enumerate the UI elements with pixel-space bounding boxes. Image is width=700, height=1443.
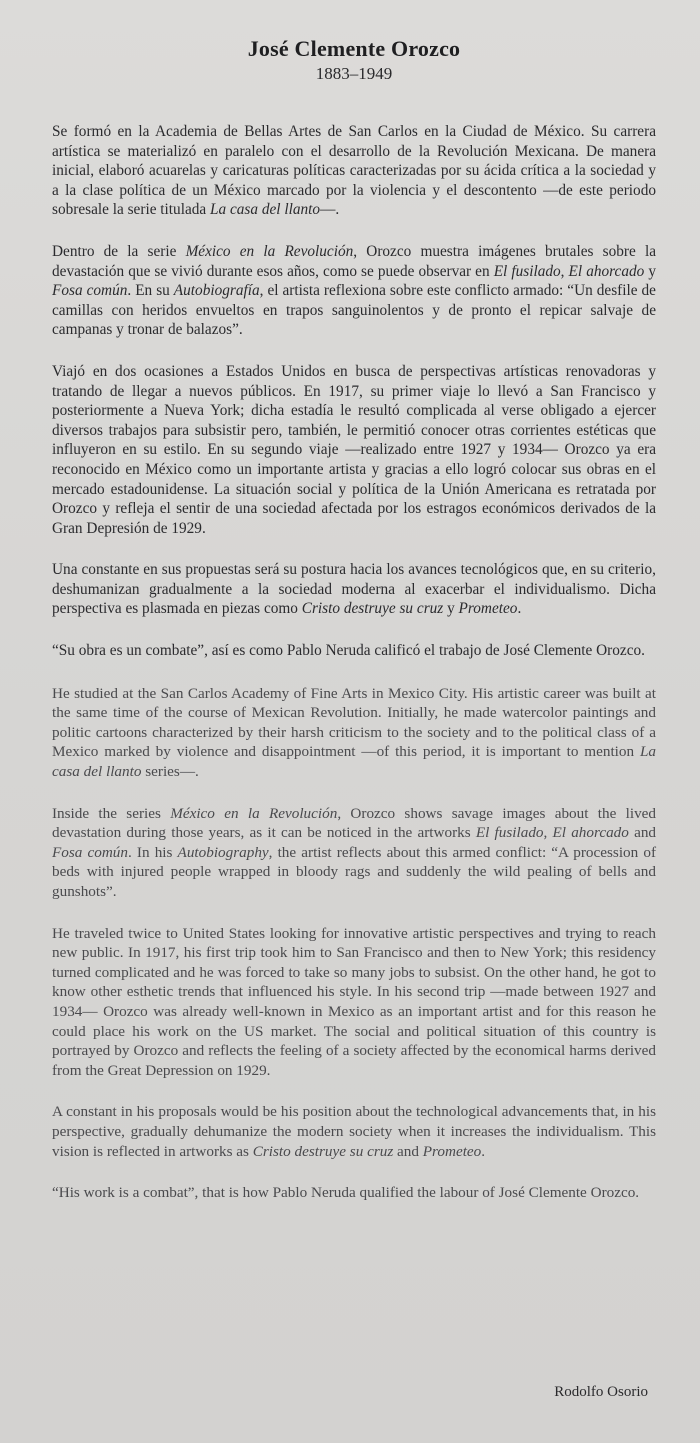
es-paragraph-4: Una constante en sus propuestas será su postura hacia los avances tecnológicos que, en su criterio, deshumanizan gradualmente a la sociedad moderna al exacerbar el individualismo. Dicha perspectiva es plasmada en piezas como Cristo destruye su cruz y Prometeo.	[52, 561, 656, 618]
english-text	[52, 684, 656, 1203]
en-paragraph-1: He studied at the San Carlos Academy of Fine Arts in Mexico City. His artistic career was built at the same time of the course of Mexican Revolution. Initially, he made watercolor paintings and politic cartoons characterized by their harsh criticism to the society and to the political class of a Mexico marked by violence and disappointment —of this period, it is important to mention La casa del llanto series—.	[52, 684, 656, 781]
es-paragraph-2: Dentro de la serie México en la Revolución, Orozco muestra imágenes brutales sobre la devastación que se vivió durante esos años, como se puede observar en El fusilado, El ahorcado y Fosa común. En su Autobiografía, el artista reflexiona sobre este conflicto armado: “Un desfile de camillas con heridos envueltos en trapos sanguinolentos y de pronto el repicar salvaje de campanas y tronar de balazos”.	[52, 242, 656, 339]
es-paragraph-3: Viajó en dos ocasiones a Estados Unidos en busca de perspectivas artísticas renovadoras y tratando de llegar a nuevos públicos. En 1917, su primer viaje lo llevó a San Francisco y posteriormente a Nueva York; dicha estadía le resultó complicada al verse obligado a ejercer diversos trabajos para subsistir pero, también, le permitió conocer otras corrientes estéticas que influyeron en su estilo. En su segundo viaje —realizado entre 1927 y 1934— Orozco ya era reconocido en México como un importante artista y gracias a ello logró colocar sus obras en el mercado estadounidense. La situación social y política de la Unión Americana es retratada por Orozco y refleja el sentir de una sociedad afectada por los estragos económicos derivados de la Gran Depresión de 1929.	[52, 362, 656, 537]
en-paragraph-4: A constant in his proposals would be his position about the technological advancements that, in his perspective, gradually dehumanize the modern society when it increases the individualism. This vision is reflected in artworks as Cristo destruye su cruz and Prometeo.	[52, 1103, 656, 1160]
spanish-text	[52, 122, 656, 661]
es-paragraph-5: “Su obra es un combate”, así es como Pablo Neruda calificó el trabajo de José Clemente Orozco.	[52, 642, 645, 660]
es-paragraph-1: Se formó en la Academia de Bellas Artes de San Carlos en la Ciudad de México. Su carrera artística se materializó en paralelo con el desarrollo de la Revolución Mexicana. De manera inicial, elaboró acuarelas y caricaturas políticas caracterizadas por su ácida crítica a la sociedad y a la clase política de un México marcado por la violencia y el descontento —de este periodo sobresale la serie titulada La casa del llanto—.	[52, 123, 656, 219]
en-paragraph-5: “His work is a combat”, that is how Pablo Neruda qualified the labour of José Clemente Orozco.	[52, 1184, 640, 1202]
life-dates: 1883–1949	[315, 64, 393, 83]
en-paragraph-2: Inside the series México en la Revolución, Orozco shows savage images about the lived devastation during those years, as it can be noticed in the artworks El fusilado, El ahorcado and Fosa común. In his Autobiography, the artist reflects about this armed conflict: “A procession of beds with injured people wrapped in bloody rags and suddenly the wild pealing of bells and gunshots”.	[52, 804, 657, 900]
author-signature: Rodolfo Osorio	[554, 1384, 648, 1400]
en-paragraph-3: He traveled twice to United States looking for innovative artistic perspectives and trying to reach new public. In 1917, his first trip took him to San Francisco and then to New York; this residency turned complicated and he was forced to take so many jobs to subsist. On the other hand, he got to know other esthetic trends that influenced his style. In his second trip —made between 1927 and 1934— Orozco was already well-known in Mexico as an important artist and for this reason he could place his work on the US market. The social and political situation of this country is portrayed by Orozco and reflects the feeling of a society affected by the economical harms derived from the Great Depression on 1929.	[52, 924, 656, 1079]
page-title: José Clemente Orozco	[247, 36, 461, 61]
